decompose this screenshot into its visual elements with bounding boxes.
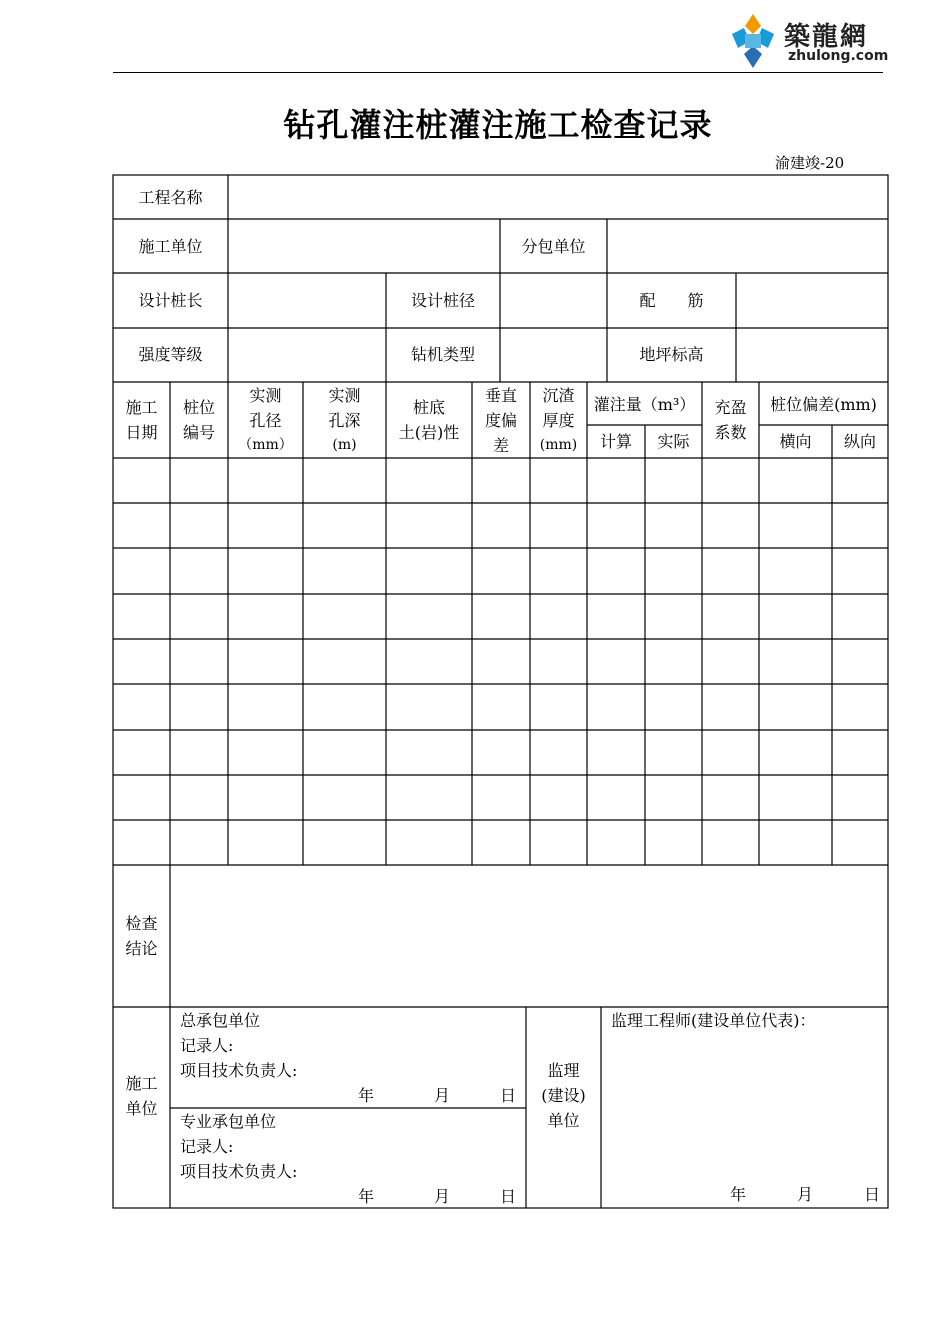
date-month-1: 月 (434, 1086, 451, 1105)
col-date: 施工 日期 (125, 398, 158, 442)
logo-chinese: 築龍網 (784, 22, 869, 52)
form-title: 钻孔灌注桩灌注施工检查记录 (283, 106, 713, 144)
col-verticality: 垂直 度偏 差 (484, 386, 517, 455)
date-day-3: 日 (864, 1185, 881, 1204)
col-dev-horizontal: 横向 (779, 432, 812, 451)
col-bottom-soil: 桩底 土(岩)性 (398, 398, 460, 442)
col-pour-actual: 实际 (657, 432, 690, 451)
col-hole-diameter: 实测 孔径 （mm） (238, 386, 293, 453)
col-fill-factor: 充盈 系数 (714, 398, 747, 442)
label-design-pile-length: 设计桩长 (138, 291, 203, 310)
date-month-3: 月 (797, 1185, 814, 1204)
label-subcontract-unit: 分包单位 (521, 237, 586, 256)
col-pour-calc: 计算 (599, 432, 632, 451)
label-construction-unit: 施工单位 (138, 237, 203, 256)
form-code: 渝建竣-20 (775, 154, 845, 172)
col-pile-deviation: 桩位偏差(mm) (770, 395, 877, 414)
date-year-2: 年 (358, 1187, 375, 1206)
label-construction-sign: 施工 单位 (125, 1074, 158, 1118)
col-pile-no: 桩位 编号 (182, 398, 215, 442)
label-design-pile-diameter: 设计桩径 (410, 291, 475, 310)
col-dev-vertical: 纵向 (843, 432, 876, 451)
col-pour-volume: 灌注量（m³） (593, 395, 696, 414)
general-contractor-block: 总承包单位 记录人: 项目技术负责人: (180, 1011, 298, 1080)
label-reinforcement: 配 筋 (639, 291, 704, 310)
specialty-contractor-block: 专业承包单位 记录人: 项目技术负责人: (180, 1112, 298, 1181)
label-project-name: 工程名称 (138, 188, 203, 207)
date-year-1: 年 (358, 1086, 375, 1105)
label-ground-elevation: 地坪标高 (639, 345, 704, 364)
label-supervision-unit: 监理 (建设) 单位 (541, 1061, 586, 1130)
date-month-2: 月 (434, 1187, 451, 1206)
label-strength-grade: 强度等级 (138, 345, 203, 364)
col-hole-depth: 实测 孔深 (m) (328, 386, 361, 453)
label-drill-type: 钻机类型 (410, 345, 475, 364)
date-day-2: 日 (500, 1187, 517, 1206)
col-sediment: 沉渣 厚度 (mm) (539, 386, 578, 453)
date-day-1: 日 (500, 1086, 517, 1105)
logo-domain: zhulong.com (788, 48, 889, 64)
label-supervisor: 监理工程师(建设单位代表)： (611, 1011, 816, 1030)
date-year-3: 年 (730, 1185, 747, 1204)
label-conclusion: 检查 结论 (125, 914, 158, 958)
